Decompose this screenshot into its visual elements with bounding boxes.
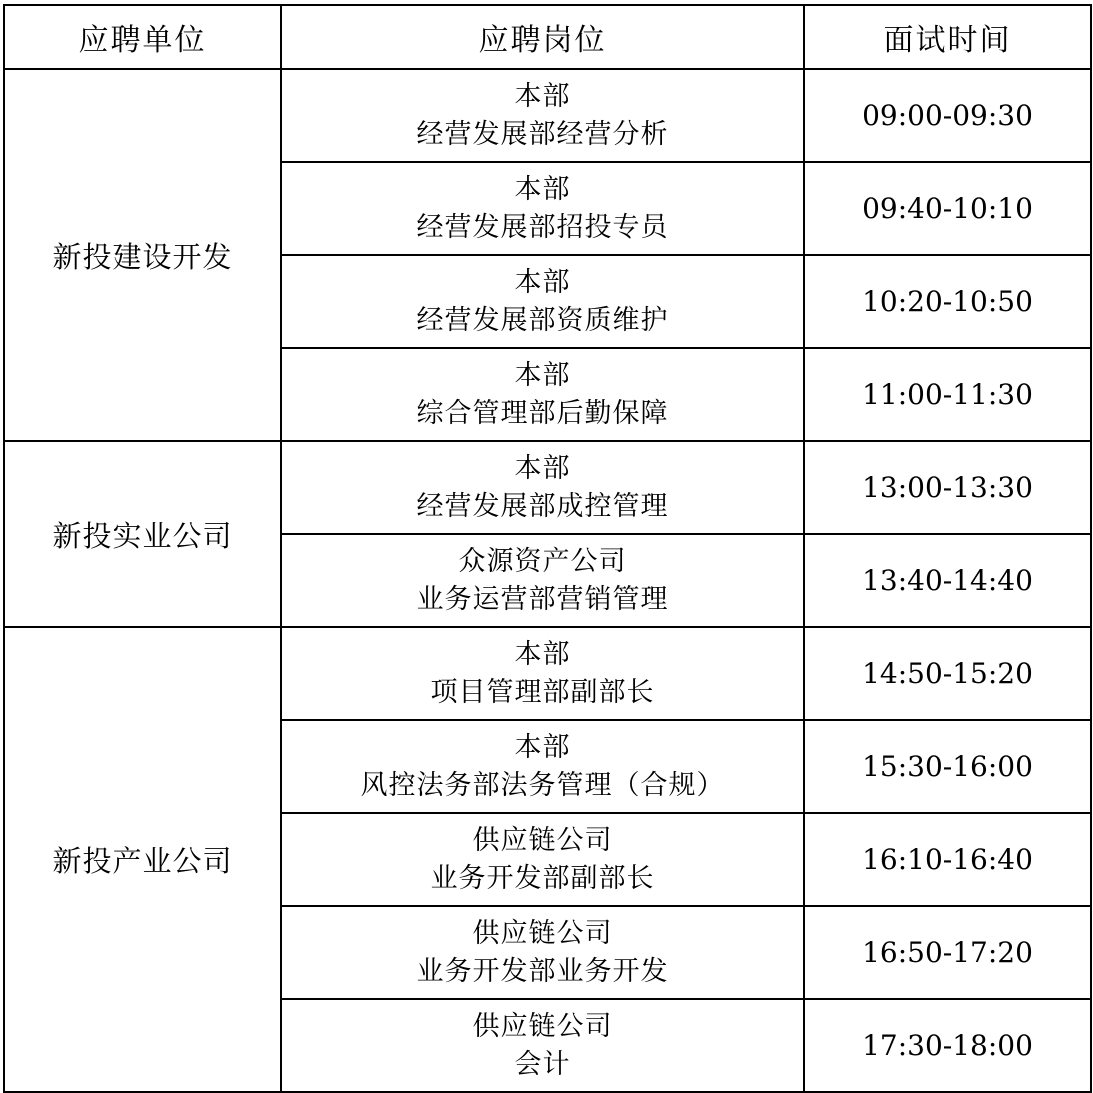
time-cell: 09:00-09:30: [804, 69, 1091, 162]
post-line-2: 风控法务部法务管理（合规）: [360, 769, 725, 801]
post-cell: [281, 441, 804, 534]
post-line-1: 供应链公司: [472, 825, 613, 857]
time-cell: 17:30-18:00: [804, 999, 1091, 1092]
post-line-2: 业务开发部副部长: [430, 862, 655, 894]
post-line-1: 本部: [514, 360, 571, 392]
time-cell: 16:50-17:20: [804, 906, 1091, 999]
post-cell: [281, 534, 804, 627]
post-line-1: 本部: [514, 81, 571, 113]
table-header: [4, 5, 1091, 69]
table-row: [4, 441, 1091, 534]
post-line-2: 会计: [514, 1048, 571, 1080]
post-cell: [281, 720, 804, 813]
post-line-2: 经营发展部成控管理: [416, 490, 669, 522]
post-line-2: 经营发展部资质维护: [416, 304, 669, 336]
post-line-2: 综合管理部后勤保障: [416, 397, 669, 429]
time-cell: 10:20-10:50: [804, 255, 1091, 348]
post-line-1: 众源资产公司: [458, 546, 627, 578]
post-line-2: 业务开发部业务开发: [416, 955, 669, 987]
post-line-2: 项目管理部副部长: [430, 676, 655, 708]
post-line-1: 本部: [514, 267, 571, 299]
post-cell: [281, 255, 804, 348]
post-cell: [281, 906, 804, 999]
post-line-1: 本部: [514, 453, 571, 485]
time-cell: 14:50-15:20: [804, 627, 1091, 720]
post-line-1: 供应链公司: [472, 1011, 613, 1043]
post-cell: [281, 69, 804, 162]
table-row: [4, 69, 1091, 162]
post-cell: [281, 999, 804, 1092]
unit-cell: 新投产业公司: [4, 627, 281, 1092]
post-cell: [281, 813, 804, 906]
table-header-row: [4, 5, 1091, 69]
post-cell: [281, 348, 804, 441]
post-line-2: 经营发展部招投专员: [416, 211, 669, 243]
post-line-2: 经营发展部经营分析: [416, 118, 669, 150]
document-page: [0, 4, 1093, 1080]
post-cell: [281, 627, 804, 720]
interview-schedule-table: [3, 4, 1092, 1093]
post-line-1: 本部: [514, 732, 571, 764]
time-cell: 09:40-10:10: [804, 162, 1091, 255]
time-cell: 13:00-13:30: [804, 441, 1091, 534]
post-line-2: 业务运营部营销管理: [416, 583, 669, 615]
unit-cell: 新投建设开发: [4, 69, 281, 441]
time-cell: 13:40-14:40: [804, 534, 1091, 627]
column-header-post: 应聘岗位: [281, 5, 804, 69]
unit-cell: 新投实业公司: [4, 441, 281, 627]
column-header-unit: 应聘单位: [4, 5, 281, 69]
post-line-1: 本部: [514, 639, 571, 671]
time-cell: 11:00-11:30: [804, 348, 1091, 441]
time-cell: 16:10-16:40: [804, 813, 1091, 906]
column-header-time: 面试时间: [804, 5, 1091, 69]
table-row: [4, 627, 1091, 720]
table-body: [4, 69, 1091, 1092]
post-line-1: 本部: [514, 174, 571, 206]
time-cell: 15:30-16:00: [804, 720, 1091, 813]
post-line-1: 供应链公司: [472, 918, 613, 950]
post-cell: [281, 162, 804, 255]
